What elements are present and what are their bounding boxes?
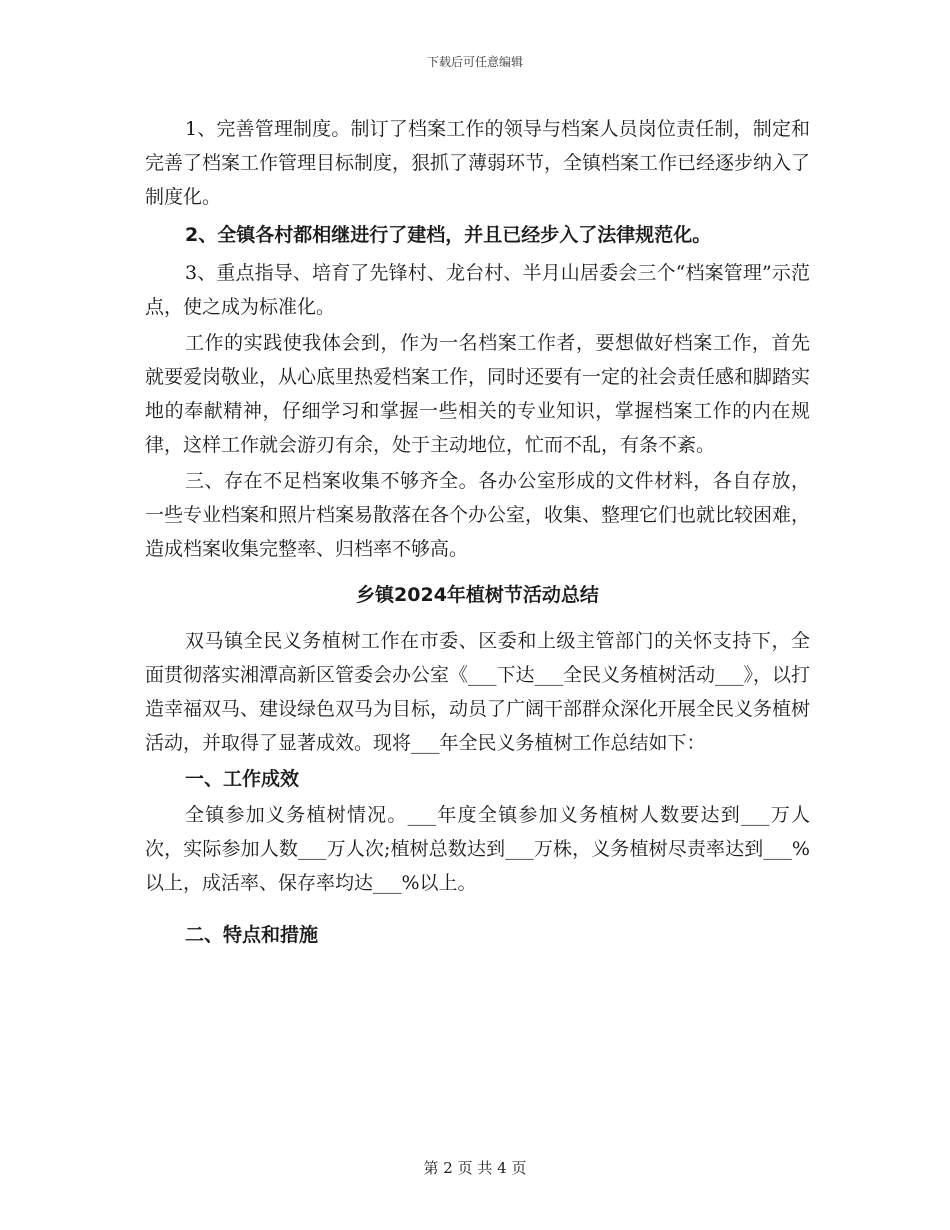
heading-work-results: 一、工作成效 <box>185 768 300 790</box>
paragraph-planting-results: 全镇参加义务植树情况。___年度全镇参加义务植树人数要达到___万人次，实际参加人数___万人次;植树总数达到___万株，义务植树尽责率达到___%以上，成活率、保存率均达___%以上。 <box>145 804 810 894</box>
header-note: 下载后可任意编辑 <box>426 55 523 69</box>
section-title: 乡镇2024年植树节活动总结 <box>356 584 599 606</box>
paragraph-village-archives: 2、全镇各村都相继进行了建档，并且已经步入了法律规范化。 <box>185 224 712 246</box>
paragraph-demonstration-sites: 3、重点指导、培育了先锋村、龙台村、半月山居委会三个“档案管理”示范点，使之成为标准化。 <box>145 262 810 318</box>
paragraph-intro: 双马镇全民义务植树工作在市委、区委和上级主管部门的关怀支持下，全面贯彻落实湘潭高新区管委会办公室《___下达___全民义务植树活动___》，以打造幸福双马、建设绿色双马为目标，动员了广阔干部群众深化开展全民义务植树活动，并取得了显著成效。现将___年全民义务植树工作总结如下： <box>145 630 811 754</box>
paragraph-work-experience: 工作的实践使我体会到，作为一名档案工作者，要想做好档案工作，首先就要爱岗敬业，从心底里热爱档案工作，同时还要有一定的社会责任感和脚踏实地的奉献精神，仔细学习和掌握一些相关的专业知识，掌握档案工作的内在规律，这样工作就会游刃有余，处于主动地位，忙而不乱，有条不紊。 <box>145 332 811 456</box>
heading-features-measures: 二、特点和措施 <box>185 924 319 946</box>
page-number: 第 2 页 共 4 页 <box>423 1159 527 1177</box>
paragraph-management-system: 1、完善管理制度。制订了档案工作的领导与档案人员岗位责任制，制定和完善了档案工作管理目标制度，狠抓了薄弱环节，全镇档案工作已经逐步纳入了制度化。 <box>145 118 811 208</box>
document-body <box>145 112 810 954</box>
paragraph-shortcomings: 三、存在不足档案收集不够齐全。各办公室形成的文件材料，各自存放，一些专业档案和照片档案易散落在各个办公室，收集、整理它们也就比较困难，造成档案收集完整率、归档率不够高。 <box>145 470 811 560</box>
